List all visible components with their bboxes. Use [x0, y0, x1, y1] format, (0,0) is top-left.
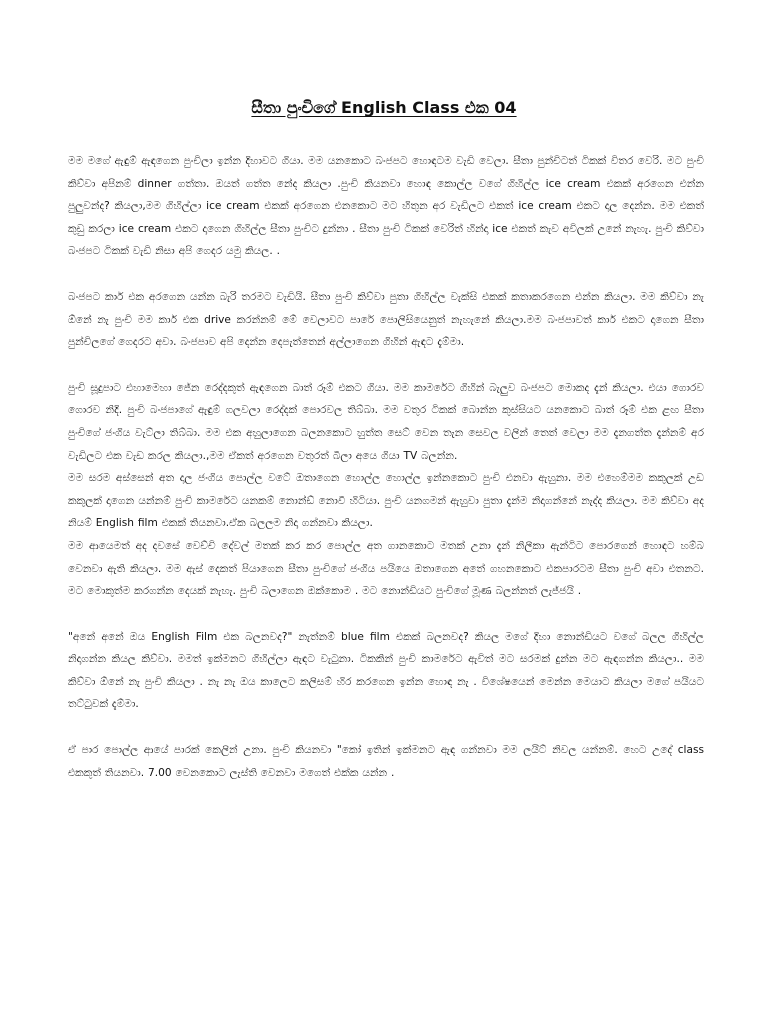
document-body	[68, 150, 704, 807]
paragraph-4: මම සරම අස්සෙන් අත දාල ජංගිය පොල්ල වටේ ඔතාගෙන හොල්ල හොල්ල ඉන්නකොට පුංචි එනවා ඇහුනා. මම එහෙම්මම කකුලක් උඩ කකුලක් දාගෙන යන්නම් පුංචි කාමරේට යනකම් නොන්ඩ් නොවී හිටියා. පුංචි යනගමන් ඇහුවා පුතා දැන්ම නිදාගන්නේ නැද්ද කියලා. මම කිව්වා අද නියම් English film එකක් තියනවා.ඒක බලලම නිදා ගන්නවා කියලා.	[68, 472, 704, 530]
paragraph-6: "අනේ අනේ ඔය English Film එක බලනවද?" නැත්නම් blue film එකක් බලනවද? කියල මගේ දිහා නොන්ඩියට වගේ බලල ගිහිල්ල නිදාගන්න කියල කිව්වා. මමත් ඉක්මනට ගිහිල්ලා ඇඳට වැටුනා. ටිකකින් පුංචි කාමරේට ඇවිත් මට සරමක් දුන්න මට ඇඳගන්න කියලා.. මම කිව්වා ඕනේ නැ පුංචි කියලා . නැ නැ ඔය කාලෙට කලිසම් හිර කරගෙන ඉන්න හොඳ නැ . විශේෂයෙන් මෙන්න මෙයාට කියලා මගේ පයියට තට්ටුවක් දැම්මා.	[68, 630, 704, 711]
document-title	[0, 97, 768, 119]
paragraph-7: ඒ පාර පොල්ල ආයේ පාරක් කෙලින් උනා. පුංචි කියනවා "කෝ ඉතින් ඉක්මනට ඇඳ ගන්නවා මම ලයිට් නිවල යන්නම්. හෙට උදේ class එකකුත් තියනවා. 7.00 වෙනකොට ලැස්ති වෙනවා මගෙත් එක්ක යන්න .	[68, 744, 704, 779]
document-title-text: සීතා පුංචිගේ English Class එක 04	[251, 98, 517, 117]
paragraph-5: මම ආයෙමත් අද දවසේ වෙච්චි දේවල් මතක් කර කර පොල්ල අත ගානකොට මතක් උනා දැන් නිලීකා ඇන්ටිට පොරගෙන් හොඳට හම්බ වෙනවා ඇති කියලා. මම ඇස් දෙකත් පියාගෙන සීතා පුංචිගේ ජංගිය පයියෙ ඔතාගෙන අතේ ගහනකොට එකපාරටම සීතා පුංචි අවා එතනට. මට මොකුත්ම කරගන්න දෙයක් නැහැ. පුංචි බලාගෙන ඔක්කොම . මට නොන්ඩියට පුංචිගේ මූණ බලන්නත් ලැජ්ජයි .	[68, 539, 704, 598]
paragraph-1: මම මගේ ඇඳුම් ඇඳගෙන පුංචිලා ඉන්න දිහාවට ගියා. මම යනකොට බංජපට හොඳටම වැඩි වෙලා. සීතා පුන්චිටත් ටිකක් විතර වෙරි. මට පුංචි කිව්වා අපිනම් dinner ගත්තා. ඔයත් ගත්ත නේද කියලා .පුංචි කියනවා හොඳ කොල්ල වගේ ගිහිල්ල ice cream එකක් අරගෙන එන්න පුලුවන්ද? කියලා,මම ගිහිල්ලා ice cream එකක් අරගෙන එනකොට මට හිතුන අර වැඩිලට එකත් ice cream එකට දාල දෙන්න. මම එකත් කුඩු කරලා ice cream එකට දාගෙන ගිහිල්ල සීතා පුංචිට දුන්නා . සීතා පුංචි ටිකක් වෙරිත් හින්දා ice එකත් කැව අවිලක් උනේ නැහැ. පුංචි කිව්වා බංජපට ටිකක් වැඩි නිසා අපි ගෙදර යමු කියල. .	[68, 155, 704, 258]
paragraph-2: බංජපට කාර් එක අරගෙන යන්න බැරි තරමට වැඩියි. සීතා පුංචි කිව්වා පුතා ගිහිල්ල වැක්සි එකක් කතාකරගෙන එන්න කියලා. මම කිව්වා නැ ඕනේ නැ පුංචි මම කාර් එක drive කරන්නම් මේ වෙලාවට පාරේ පොලිසියෙනුත් නැහැනේ කියලා.මම බංජපාවත් කාර් එකට දාගෙන සීතා පුන්චිලගේ ගෙදරට අවා. බංජපාව අපි දෙන්න දෙපැත්තෙන් අල්ලාගෙන ගිහින් ඇඳට දැම්මා.	[68, 290, 704, 349]
paragraph-3: පුංචි සූදුපාට එහාමෙහා ජේන රෙද්දකුත් ඇඳගෙන බාත් රූම් එකට ගියා. මම කාමරේට ගිහින් බැලුව බංජපට මොකද දැන් කියලා. එයා ගොරව ගොරව නිදි. පුංචි බංජපාගේ ඇඳුම් ගලවලා රෙද්දක් පොරවල තිබ්බා. මම වතුර ටිකක් බොන්න කුස්සියට යනකොට බාත් රූම් එක ළඟ සීතා පුංචිගේ ජංගිය වැට්ලා තිබ්බා. මම එක අහුලාගෙන බලනකොට හුත්ත සෙට් වෙන තැන සෙවල වලින් තෙත් වෙලා මම දැනගත්ත දැන්නම් අර වැඩිලට එක වැඩ කරල කියලා.,මම ඒකත් අරගෙන වතුරත් බීලා අයෙ ගියා TV බලන්න.	[68, 381, 704, 462]
